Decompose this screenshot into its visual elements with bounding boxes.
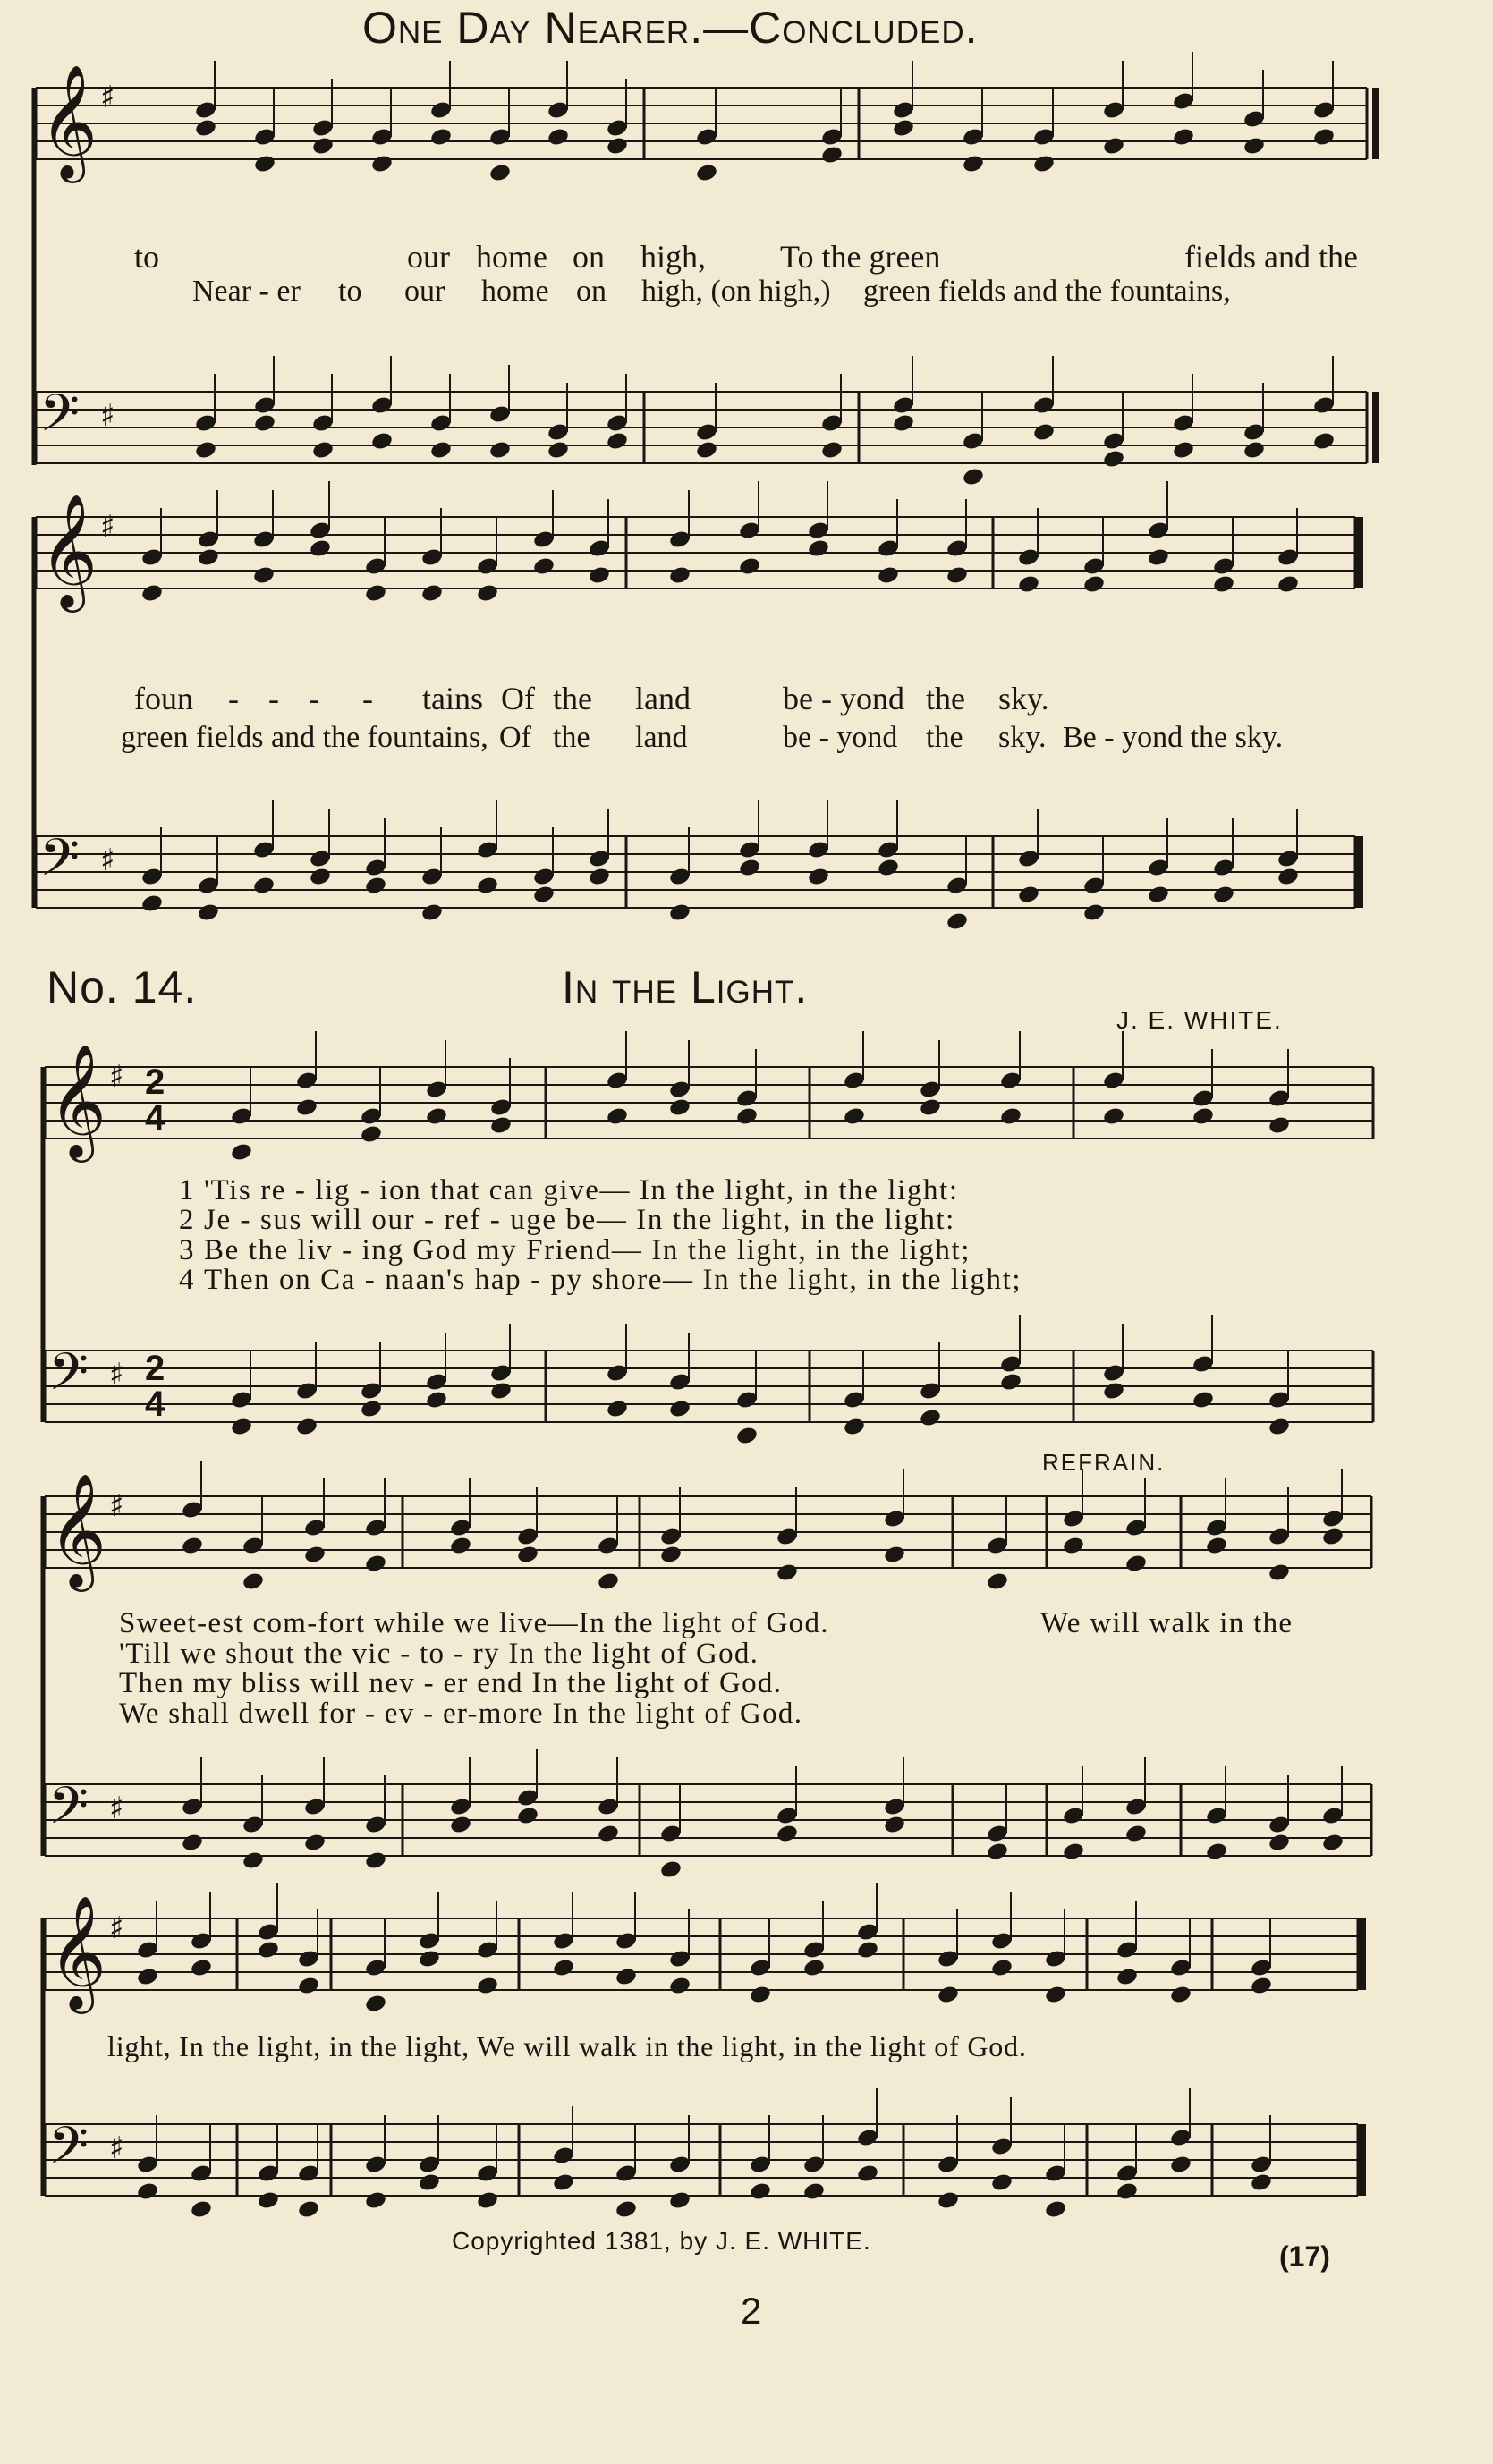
light-row3-treble-note	[615, 1967, 638, 1987]
light-row3-treble-note	[364, 1994, 387, 2014]
light-row2-treble-note	[883, 1545, 906, 1565]
prev-row2-treble-note	[197, 547, 220, 568]
prev-row2-bass-key-sharp: ♯	[100, 843, 115, 878]
prev-row1-treble-note	[370, 154, 394, 174]
light-row3-bass-note	[297, 2199, 320, 2220]
light-row2-bass-note	[449, 1815, 472, 1835]
light-row1-bass-note	[999, 1372, 1022, 1393]
light-row3-treble-note	[1116, 1967, 1139, 1987]
prev-row1-treble-note	[1312, 127, 1336, 148]
light-row2-bass-note	[597, 1824, 620, 1844]
prev-row1-bass-note	[253, 413, 276, 434]
light-row3-bass-key-sharp: ♯	[109, 2130, 124, 2166]
prev-row2-treble-note	[807, 538, 830, 559]
prev-row1-bass-note	[892, 413, 915, 434]
light-row1-bass-note	[360, 1399, 383, 1419]
prev-row2-bass-note	[532, 885, 556, 905]
hymn-title: In the Light.	[562, 962, 809, 1012]
light-row2-treble-note	[449, 1536, 472, 1556]
prev-row2-treble-note	[1082, 574, 1106, 595]
prev-row2-bass-note	[588, 867, 611, 887]
prev-row1-bass-note	[962, 467, 985, 487]
light-row2-treble-note	[1321, 1527, 1345, 1547]
prev-row2-treble-note	[588, 565, 611, 586]
prev-row1-treble-treble-clef: 𝄞	[39, 64, 98, 178]
prev-row2-treble-note	[946, 565, 969, 586]
light-row2-bass-note	[986, 1842, 1009, 1862]
prev-row1-bass-key-sharp: ♯	[100, 398, 115, 434]
prev-row2-bass-note	[1147, 885, 1170, 905]
prev-row1-treble-note	[547, 127, 570, 148]
light-row3-bass-note	[1250, 2172, 1273, 2193]
light-row3-bass-note	[418, 2172, 441, 2193]
light-row2-treble-note	[516, 1545, 539, 1565]
prev-row1-bass-note	[1243, 440, 1266, 461]
light-row1-treble-note	[1102, 1106, 1125, 1127]
prev-row2-treble-note	[1212, 574, 1235, 595]
prev-row2-bass-note	[668, 902, 691, 923]
light-row1-bass-note	[606, 1399, 629, 1419]
light-row1-bass-note	[230, 1417, 253, 1437]
prev-row1-treble-note	[962, 154, 985, 174]
refrain-line: light, In the light, in the light, We will walk in the light, in the light of God.	[107, 2030, 1027, 2062]
copyright: Copyrighted 1381, by J. E. WHITE.	[452, 2227, 871, 2255]
prev-row1-treble-note	[1032, 154, 1056, 174]
light-row2-bass-note	[303, 1833, 327, 1853]
light-row1-treble-note	[668, 1097, 691, 1118]
page-number: (17)	[1279, 2240, 1330, 2273]
light-row3-treble-note	[1044, 1985, 1067, 2005]
prev-row1-bass-note	[194, 440, 217, 461]
light-row1-bass-key-sharp: ♯	[109, 1357, 124, 1393]
hymn-number: No. 14.	[47, 962, 198, 1012]
prev-row2-treble-key-sharp: ♯	[100, 509, 115, 545]
prev-row1-bass-note	[429, 440, 453, 461]
prev-row1-bass-note	[1172, 440, 1195, 461]
light-row3-treble-note	[1169, 1985, 1192, 2005]
prev-row1-treble-note	[1172, 127, 1195, 148]
prev-row2-bass-note	[1082, 902, 1106, 923]
light-row1-bass-note	[489, 1381, 513, 1401]
light-row1-treble-note	[489, 1115, 513, 1136]
light-row2-treble-note	[242, 1571, 265, 1592]
prev-row2-treble-note	[1017, 574, 1040, 595]
hymnal-page: 𝄞 ♯ 𝄢 ♯ 𝄞 ♯ 𝄢 ♯ 𝄞 ♯ 𝄢 ♯ 𝄞 ♯ 𝄢 ♯ 𝄞 ♯ 𝄢 ♯ One Day Nearer.—Concluded. to our home on high, To the green fields and the Near - er to our home on high, (on high,) green fields and the fountains, foun - - - - tains Of the land be - yond the sky. green fields and the fountains, Of the land be - yond the sky. Be - yond the sky. No. 14. In the Light. J. E. WHITE. 2 4 2 4 1 'Tis re - lig - ion that can give— In the light, in the light: 2 Je - sus will our - ref - uge be— In the light, in the light: 3 Be the liv - ing God my Friend— In the light, in the light; 4 Then on Ca - naan's hap - py shore— In the light, in the light; REFRAIN. Sweet-est com-fort while we live—In the light of God. We will walk in the 'Till we shout the vic - to - ry In the light of God. Then my bliss will nev - er end In the light of God. We shall dwell for - ev - er-more In the light of God. light, In the light, in the light, We will walk in the light, in the light of God. Copyrighted 1381, by J. E. WHITE. (17) 2	[0, 0, 1493, 2464]
light-row1-bass-note	[425, 1390, 448, 1410]
light-row1-treble-note	[1268, 1115, 1291, 1136]
light-row3-treble-note	[297, 1976, 320, 1996]
light-row1-bass-note	[1268, 1417, 1291, 1437]
light-row1-treble-note	[919, 1097, 942, 1118]
signature-mark: 2	[741, 2290, 762, 2332]
light-row1-bass-note	[1102, 1381, 1125, 1401]
prev-row2-bass-note	[140, 893, 164, 914]
light-row3-treble-note	[257, 1940, 280, 1960]
prev-row2-bass-note	[877, 858, 900, 878]
prev-row1-treble-key-sharp: ♯	[100, 80, 115, 115]
light-row3-treble-note	[937, 1985, 960, 2005]
light-row2-treble-note	[181, 1536, 204, 1556]
light-row3-treble-note	[476, 1976, 499, 1996]
prev-row2-bass-note	[1277, 867, 1300, 887]
prev-row1-treble-note	[892, 118, 915, 139]
light-row2-treble-treble-clef: 𝄞	[48, 1472, 107, 1587]
prev-row2-treble-note	[140, 583, 164, 604]
light-row3-bass-note	[136, 2181, 159, 2202]
light-row1-treble-note	[1192, 1106, 1215, 1127]
prev-row2-treble-note	[877, 565, 900, 586]
prev-row2-treble-note	[738, 556, 761, 577]
light-row3-bass-note	[364, 2190, 387, 2211]
verse-cont-4: We shall dwell for - ev - er-more In the light of God.	[119, 1698, 803, 1730]
light-row1-treble-key-sharp: ♯	[109, 1059, 124, 1095]
prev-row2-bass-note	[252, 876, 276, 896]
refrain-label: REFRAIN.	[1042, 1449, 1166, 1476]
prev-row2-bass-note	[807, 867, 830, 887]
light-row2-treble-note	[986, 1571, 1009, 1592]
light-row1-bass-note	[919, 1408, 942, 1428]
light-row1-treble-note	[295, 1097, 318, 1118]
light-row3-treble-note	[552, 1958, 575, 1978]
prev-row1-treble-note	[253, 154, 276, 174]
light-row1-treble-note	[425, 1106, 448, 1127]
prev-row2-treble-note	[1147, 547, 1170, 568]
light-row3-bass-note	[552, 2172, 575, 2193]
light-row1-bass-bass-clef: 𝄢	[48, 1342, 89, 1415]
prev-row1-treble-note	[1243, 136, 1266, 157]
light-row3-treble-note	[668, 1976, 691, 1996]
light-row3-treble-note	[1250, 1976, 1273, 1996]
prev-row2-bass-note	[1017, 885, 1040, 905]
light-row1-treble-note	[230, 1142, 253, 1163]
composer: J. E. WHITE.	[1116, 1006, 1283, 1034]
light-row1-treble-note	[360, 1124, 383, 1145]
light-row2-bass-note	[516, 1806, 539, 1826]
prev-row1-bass-note	[547, 440, 570, 461]
light-row3-bass-note	[802, 2181, 826, 2202]
prev-row2-bass-note	[197, 902, 220, 923]
prev-row2-treble-note	[364, 583, 387, 604]
prev-row2-bass-note	[946, 911, 969, 932]
light-row2-treble-note	[364, 1554, 387, 1574]
light-row3-bass-note	[615, 2199, 638, 2220]
light-row1-treble-note	[843, 1106, 866, 1127]
prev-row1-bass-note	[1102, 449, 1125, 470]
prev-row1-bass-note	[311, 440, 335, 461]
light-row2-bass-note	[1205, 1842, 1228, 1862]
light-row3-bass-note	[1169, 2155, 1192, 2175]
prev-row2-treble-treble-clef: 𝄞	[39, 493, 98, 607]
prev-row1-treble-note	[695, 163, 718, 183]
prev-row1-treble-note	[488, 163, 512, 183]
light-row3-treble-note	[418, 1949, 441, 1969]
prev-row1-bass-note	[1032, 422, 1056, 443]
light-row2-bass-note	[883, 1815, 906, 1835]
verse-cont-3: Then my bliss will nev - er end In the light of God.	[119, 1667, 783, 1699]
light-row3-bass-bass-clef: 𝄢	[48, 2115, 89, 2189]
light-row2-treble-note	[597, 1571, 620, 1592]
light-row2-bass-note	[364, 1850, 387, 1871]
prev-row2-treble-note	[668, 565, 691, 586]
light-row3-treble-note	[856, 1940, 879, 1960]
prev-row1-bass-note	[370, 431, 394, 452]
prev-row1-treble-note	[606, 136, 629, 157]
light-row1-treble-note	[606, 1106, 629, 1127]
refrain-start: We will walk in the	[1040, 1607, 1294, 1639]
light-row2-bass-note	[659, 1859, 683, 1880]
light-row2-bass-note	[181, 1833, 204, 1853]
light-row3-bass-note	[257, 2190, 280, 2211]
light-row2-bass-note	[1062, 1842, 1085, 1862]
light-row2-bass-bass-clef: 𝄢	[48, 1775, 89, 1849]
light-row2-treble-note	[1205, 1536, 1228, 1556]
prev-hymn-title: One Day Nearer.—Concluded.	[362, 3, 979, 53]
light-row1-treble-note	[735, 1106, 759, 1127]
light-row1-bass-note	[668, 1399, 691, 1419]
prev-row2-bass-note	[420, 902, 444, 923]
light-row2-treble-note	[1268, 1562, 1291, 1583]
prev-row1-treble-note	[194, 118, 217, 139]
light-row2-bass-note	[1124, 1824, 1148, 1844]
light-row3-bass-note	[668, 2190, 691, 2211]
prev-row2-bass-note	[309, 867, 332, 887]
light-row2-bass-note	[776, 1824, 799, 1844]
light-row2-treble-note	[776, 1562, 799, 1583]
light-row2-bass-key-sharp: ♯	[109, 1791, 124, 1826]
prev-row2-bass-note	[476, 876, 499, 896]
light-row3-bass-note	[190, 2199, 213, 2220]
light-row3-treble-note	[190, 1958, 213, 1978]
light-row3-bass-note	[1044, 2199, 1067, 2220]
light-row2-treble-note	[1062, 1536, 1085, 1556]
prev-row1-bass-note	[606, 431, 629, 452]
prev-row1-bass-note	[820, 440, 844, 461]
light-row3-bass-note	[1116, 2181, 1139, 2202]
prev-row1-treble-note	[1102, 136, 1125, 157]
light-row3-bass-note	[990, 2172, 1014, 2193]
light-row3-bass-note	[937, 2190, 960, 2211]
light-row1-treble-treble-clef: 𝄞	[48, 1043, 107, 1157]
light-row2-treble-note	[1124, 1554, 1148, 1574]
light-row2-treble-key-sharp: ♯	[109, 1488, 124, 1524]
prev-row2-treble-note	[1277, 574, 1300, 595]
prev-row2-bass-bass-clef: 𝄢	[39, 827, 81, 901]
light-row2-treble-note	[659, 1545, 683, 1565]
verse-cont-2: 'Till we shout the vic - to - ry In the light of God.	[119, 1638, 759, 1670]
prev-row2-treble-note	[420, 583, 444, 604]
light-row3-treble-note	[136, 1967, 159, 1987]
prev-row1-treble-note	[820, 145, 844, 165]
light-row1-bass-note	[1192, 1390, 1215, 1410]
prev-row2-bass-note	[364, 876, 387, 896]
light-row2-bass-note	[1268, 1833, 1291, 1853]
verse-cont-1: Sweet-est com-fort while we live—In the light of God.	[119, 1607, 829, 1639]
prev-row1-bass-note	[695, 440, 718, 461]
light-row2-bass-note	[1321, 1833, 1345, 1853]
prev-row1-bass-bass-clef: 𝄢	[39, 383, 81, 456]
prev-row2-treble-note	[252, 565, 276, 586]
prev-row1-treble-note	[311, 136, 335, 157]
light-row1-bass-note	[295, 1417, 318, 1437]
prev-row1-bass-note	[1312, 431, 1336, 452]
prev-row2-treble-note	[309, 538, 332, 559]
light-row2-treble-note	[303, 1545, 327, 1565]
light-row1-bass-note	[735, 1426, 759, 1446]
prev-row2-bass-note	[738, 858, 761, 878]
light-row3-treble-key-sharp: ♯	[109, 1910, 124, 1946]
light-row3-bass-note	[749, 2181, 772, 2202]
prev-row2-treble-note	[532, 556, 556, 577]
light-row3-treble-treble-clef: 𝄞	[48, 1894, 107, 2009]
prev-row1-treble-note	[429, 127, 453, 148]
light-row3-treble-note	[990, 1958, 1014, 1978]
light-row3-treble-note	[802, 1958, 826, 1978]
light-row2-bass-note	[242, 1850, 265, 1871]
prev-row2-bass-note	[1212, 885, 1235, 905]
light-row3-bass-note	[856, 2163, 879, 2184]
light-row1-treble-note	[999, 1106, 1022, 1127]
light-row3-bass-note	[476, 2190, 499, 2211]
prev-row2-treble-note	[476, 583, 499, 604]
light-row1-bass-note	[843, 1417, 866, 1437]
prev-row1-bass-note	[488, 440, 512, 461]
light-row3-treble-note	[749, 1985, 772, 2005]
